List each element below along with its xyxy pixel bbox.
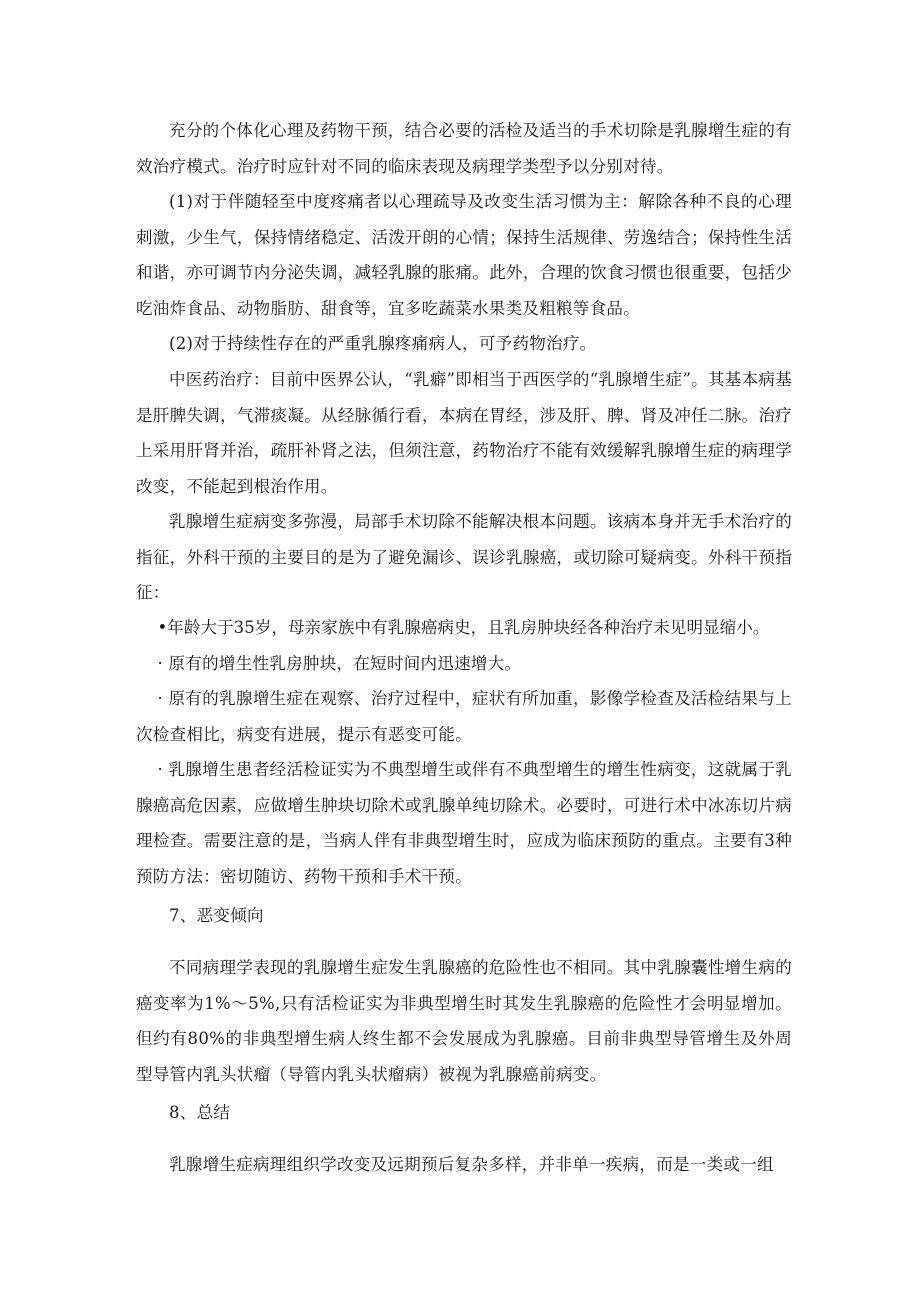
bullet-worsening-symptoms: · 原有的乳腺增生症在观察、治疗过程中，症状有所加重，影像学检查及活检结果与上次检查相比，病变有进展，提示有恶变可能。	[136, 689, 792, 744]
paragraph-treatment-model: 充分的个体化心理及药物干预，结合必要的活检及适当的手术切除是乳腺增生症的有效治疗模式。治疗时应针对不同的临床表现及病理学类型予以分别对待。	[136, 121, 792, 176]
paragraph-severe-pain: (2)对于持续性存在的严重乳腺疼痛病人，可予药物治疗。	[169, 334, 597, 353]
bullet-rapid-growth: · 原有的增生性乳房肿块，在短时间内迅速增大。	[157, 654, 522, 673]
bullet-age-over-35: •年龄大于35岁，母亲家族中有乳腺癌病史，且乳房肿块经各种治疗未见明显缩小。	[157, 618, 770, 637]
paragraph-surgery: 乳腺增生症病变多弥漫，局部手术切除不能解决根本问题。该病本身并无手术治疗的指征，外科干预的主要目的是为了避免漏诊、误诊乳腺癌，或切除可疑病变。外科干预指征：	[136, 512, 792, 602]
bullet-atypical-hyperplasia: · 乳腺增生患者经活检证实为不典型增生或伴有不典型增生的增生性病变，这就属于乳腺癌高危因素，应做增生肿块切除术或乳腺单纯切除术。必要时，可进行术中冰冻切片病理检查。需要注意的是，当病人伴有非典型增生时，应成为临床预防的重点。主要有3种预防方法：密切随访、药物干预和手术干预。	[136, 760, 792, 886]
section-heading-8: 8、总结	[169, 1103, 231, 1122]
paragraph-summary: 乳腺增生症病理组织学改变及远期预后复杂多样，并非单一疾病，而是一类或一组	[169, 1155, 774, 1174]
paragraph-mild-pain: (1)对于伴随轻至中度疼痛者以心理疏导及改变生活习惯为主：解除各种不良的心理刺激，少生气，保持情绪稳定、活泼开朗的心情；保持生活规律、劳逸结合；保持性生活和谐，亦可调节内分泌失调，减轻乳腺的胀痛。此外，合理的饮食习惯也很重要，包括少吃油炸食品、动物脂肪、甜食等，宜多吃蔬菜水果类及粗粮等食品。	[136, 192, 792, 318]
section-heading-7: 7、恶变倾向	[169, 906, 264, 925]
paragraph-tcm-treatment: 中医药治疗：目前中医界公认，“乳癖”即相当于西医学的“乳腺增生症”。其基本病基是肝脾失调，气滞痰凝。从经脉循行看，本病在胃经，涉及肝、脾、肾及冲任二脉。治疗上采用肝肾并治，疏肝补肾之法，但须注意，药物治疗不能有效缓解乳腺增生症的病理学改变，不能起到根治作用。	[136, 370, 792, 496]
paragraph-malignancy-risk: 不同病理学表现的乳腺增生症发生乳腺癌的危险性也不相同。其中乳腺囊性增生病的癌变率为1%～5%,只有活检证实为非典型增生时其发生乳腺癌的危险性才会明显增加。但约有80%的非典型增生病人终生都不会发展成为乳腺癌。目前非典型导管增生及外周型导管内乳头状瘤（导管内乳头状瘤病）被视为乳腺癌前病变。	[136, 958, 792, 1084]
